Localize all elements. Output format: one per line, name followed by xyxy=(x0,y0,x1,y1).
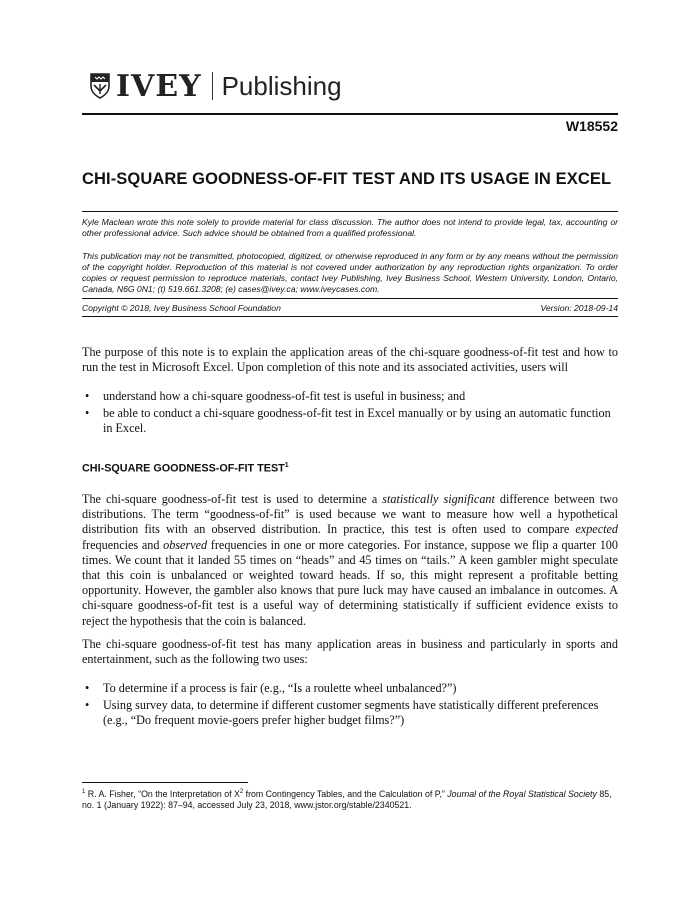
bullet-icon: • xyxy=(85,389,90,403)
page-title: CHI-SQUARE GOODNESS-OF-FIT TEST AND ITS USAGE IN EXCEL xyxy=(82,170,612,188)
section-heading: CHI-SQUARE GOODNESS-OF-FIT TEST$^1$ xyxy=(82,462,289,475)
footnote: $^1$ R. A. Fisher, “On the Interpretation of $X^2$ from Contingency Tables, and the Calculation of P,” Journal of the Royal Statistical Society 85, no. 1 (January 1922): 87–94, accessed July 23, 2018, www.jstor.org/stable/2340521. xyxy=(82,788,612,811)
brand-name: IVEY xyxy=(116,68,202,104)
section-paragraph-2: The chi-square goodness-of-fit test has many application areas in business and particularly in sports and entertainment, such as the following two uses: xyxy=(82,637,618,667)
shield-crest-icon xyxy=(90,73,110,99)
intro-paragraph: The purpose of this note is to explain the application areas of the chi-square goodness-of-fit test and how to run the test in Microsoft Excel. Upon completion of this note and its associated activities, users will xyxy=(82,345,618,375)
footnote-reference[interactable]: 1 xyxy=(284,462,289,469)
intro-bullet-list xyxy=(82,389,618,439)
list-item: • To determine if a process is fair (e.g., “Is a roulette wheel unbalanced?”) xyxy=(85,681,457,695)
copyright-row xyxy=(82,303,618,313)
section-paragraph-1: The chi-square goodness-of-fit test is used to determine a statistically significant difference between two distributions. The term “goodness-of-fit” is used because we want to measure how well a hypothetical distribution fits with an observed distribution. In practice, this test is often used to compare expected frequencies and observed frequencies in one or more categories. For instance, suppose we flip a quarter 100 times. We count that it landed 55 times on “heads” and 45 times on “tails.” A keen gambler might speculate that this coin is unbalanced or weighted toward heads. If so, this might represent a profitable betting opportunity. However, the gambler also knows that pure luck may have caused an imbalance in outcomes. A chi-square goodness-of-fit test is a useful way of determining statistically if sufficient evidence exists to reject the hypothesis that the coin is balanced. xyxy=(82,492,618,628)
header-rule xyxy=(82,113,618,115)
version-text: Version: 2018-09-14 xyxy=(540,303,618,313)
bullet-icon: • xyxy=(85,698,90,713)
logo-divider xyxy=(212,72,213,100)
list-item: • understand how a chi-square goodness-of-fit test is useful in business; and xyxy=(85,389,466,403)
bullet-icon: • xyxy=(85,406,90,421)
notice-middle-rule xyxy=(82,298,618,299)
ivey-publishing-logo xyxy=(90,66,342,106)
copyright-text: Copyright © 2018, Ivey Business School Foundation xyxy=(82,303,281,313)
case-number: W18552 xyxy=(565,118,618,134)
publisher-name: Publishing xyxy=(221,70,342,101)
notice-top-rule xyxy=(82,211,618,212)
copyright-notice: This publication may not be transmitted, photocopied, digitized, or otherwise reproduced in any form or by any means without the permission of the copyright holder. Reproduction of this material is not covered under authorization by any reproduction rights organization. To order copies or request permission to reproduce materials, contact Ivey Publishing, Ivey Business School, Western University, London, Ontario, Canada, N6G 0N1; (t) 519.661.3208; (e) cases@ivey.ca; www.iveycases.com. xyxy=(82,251,618,294)
notice-bottom-rule xyxy=(82,316,618,317)
list-item: • be able to conduct a chi-square goodness-of-fit test in Excel manually or by using an automatic function in Excel. xyxy=(85,406,611,436)
section-bullet-list xyxy=(82,681,618,731)
list-item: • Using survey data, to determine if different customer segments have statistically different preferences (e.g., “Do frequent movie-goers prefer higher budget films?”) xyxy=(85,698,599,728)
footnote-rule xyxy=(82,782,248,783)
bullet-icon: • xyxy=(85,681,90,695)
author-disclaimer: Kyle Maclean wrote this note solely to provide material for class discussion. The author does not intend to provide legal, tax, accounting or other professional advice. Such advice should be obtained from a qualified professional. xyxy=(82,217,618,238)
